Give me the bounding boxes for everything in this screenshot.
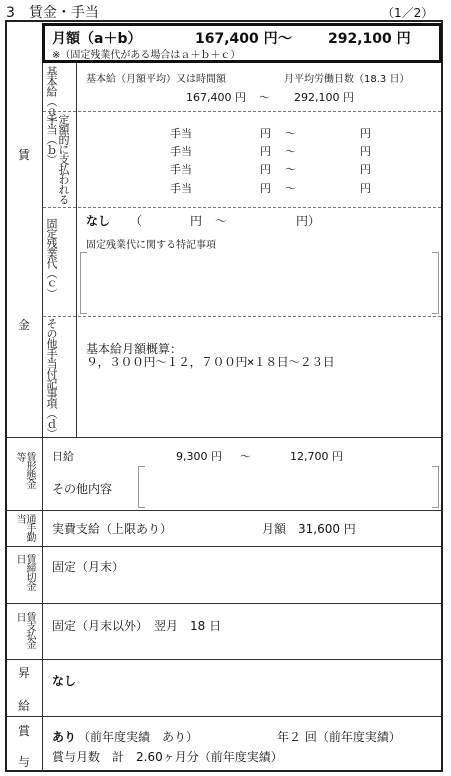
commute-monthly: 月額 31,600 円: [262, 522, 356, 536]
summary-label: 月額（a＋b）: [52, 31, 142, 47]
divider-form: [6, 510, 442, 511]
overtime-notes-label: 固定残業代に関する特記事項: [86, 240, 216, 251]
allowance-yen-from-4: 円: [260, 182, 271, 195]
bonus-record: （前年度実績 あり）: [78, 730, 199, 744]
payday-label: 賃支払金日: [14, 612, 35, 648]
section-title: 3 賃金・手当: [6, 5, 99, 21]
overtime-notes-bracket-left: [80, 252, 87, 314]
wage-form-bracket-left: [138, 466, 145, 508]
allowance-yen-to-3: 円: [360, 163, 371, 176]
overtime-yen-from: 円: [190, 214, 203, 228]
divider-commute: [6, 546, 442, 547]
divider-wage: [6, 437, 442, 438]
allowance-name-4: 手当: [170, 182, 192, 195]
fixed-overtime-label: 固定残業代（ｃ）: [45, 218, 58, 298]
sub-column-divider: [76, 63, 77, 437]
basic-estimate-label: 基本給月額概算：: [86, 342, 183, 356]
bonus-status: あり: [52, 730, 77, 744]
divider-c: [43, 316, 441, 317]
wage-form-bracket-right: [432, 466, 439, 508]
allowance-tilde-3: 〜: [285, 163, 296, 176]
commute-value: 実費支給（上限あり）: [52, 522, 173, 536]
allowance-tilde-2: 〜: [285, 145, 296, 158]
basic-pay-from: 167,400 円: [186, 91, 246, 104]
summary-to: 292,100 円: [328, 31, 411, 47]
commute-label: 通手勤当: [14, 514, 35, 541]
allowance-name-3: 手当: [170, 163, 192, 176]
left-column-divider: [42, 63, 43, 772]
divider-a: [43, 111, 441, 112]
bonus-frequency: 年２ 回（前年度実績）: [277, 730, 401, 744]
basic-pay-to: 292,100 円: [294, 91, 354, 104]
summary-from: 167,400 円: [195, 31, 278, 47]
overtime-tilde: 〜: [215, 214, 228, 228]
allowance-yen-from-2: 円: [260, 145, 271, 158]
raise-label-2: 給: [18, 699, 31, 713]
page-number: （1／2）: [382, 6, 434, 20]
wage-form-type: 日給: [52, 450, 74, 463]
bonus-months: 賞与月数 計 2.60ヶ月分（前年度実績）: [52, 750, 283, 764]
allowance-yen-to-4: 円: [360, 182, 371, 195]
fixed-allowance-label: 定額的に支払われる手当（ｂ）: [45, 114, 70, 204]
raise-value: なし: [52, 674, 77, 688]
overtime-notes-bracket-right: [432, 252, 439, 314]
wage-label-1: 賃: [18, 148, 31, 162]
basic-pay-tilde: 〜: [259, 91, 270, 104]
bonus-label-2: 与: [18, 755, 31, 769]
divider-b: [43, 207, 441, 208]
divider-raise: [6, 716, 442, 717]
overtime-none: なし: [86, 214, 111, 228]
wage-form-to: 12,700 円: [290, 450, 343, 463]
allowance-yen-to-1: 円: [360, 127, 371, 140]
wage-form-tilde: 〜: [240, 450, 251, 463]
overtime-open-paren: （: [130, 214, 143, 228]
divider-payday: [6, 659, 442, 660]
allowance-name-1: 手当: [170, 127, 192, 140]
summary-tilde: 〜: [278, 31, 292, 47]
wage-label-2: 金: [18, 318, 31, 332]
cutoff-value: 固定（月末）: [52, 560, 125, 574]
allowance-yen-from-1: 円: [260, 127, 271, 140]
divider-cutoff: [6, 603, 442, 604]
allowance-yen-to-2: 円: [360, 145, 371, 158]
cutoff-label: 賃締切金日: [14, 554, 35, 590]
bonus-label-1: 賞: [18, 724, 31, 738]
allowance-tilde-4: 〜: [285, 182, 296, 195]
wage-form-label: 賃形態金等: [14, 452, 35, 488]
wage-form-from: 9,300 円: [176, 450, 222, 463]
raise-label-1: 昇: [18, 666, 31, 680]
wage-form-other-label: その他内容: [52, 482, 113, 496]
other-allowance-label: その他手当付記事項（ｄ）: [45, 318, 58, 438]
working-days: 月平均労働日数（18.3 日）: [284, 74, 410, 85]
allowance-tilde-1: 〜: [285, 127, 296, 140]
basic-estimate-value: ９，３００円〜１２，７００円×１８日〜２３日: [86, 355, 335, 369]
basic-pay-header: 基本給（月額平均）又は時間額: [86, 74, 226, 85]
summary-note: ※（固定残業代がある場合はａ＋ｂ＋ｃ）: [52, 50, 241, 61]
overtime-yen-to: 円）: [296, 214, 321, 228]
basic-pay-label: 基本給（ａ）: [45, 66, 58, 126]
allowance-yen-from-3: 円: [260, 163, 271, 176]
payday-value: 固定（月末以外） 翌月 18 日: [52, 619, 222, 633]
allowance-name-2: 手当: [170, 145, 192, 158]
